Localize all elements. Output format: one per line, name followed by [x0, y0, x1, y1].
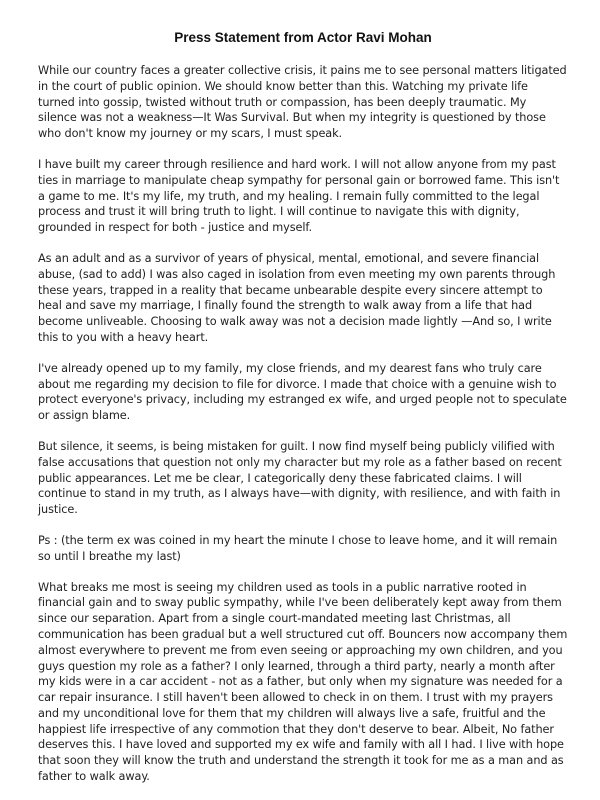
postscript-paragraph: Ps : (the term ex was coined in my heart the minute I chose to leave home, and it will remain so until I breathe my last) — [38, 533, 558, 563]
paragraph-2: I have built my career through resilience and hard work. I will not allow anyone from my past ties in marriage to manipulate cheap sympathy for personal gain or borrowed fame. This isn't a game to me. It's my life, my truth, and my healing. I remain fully committed to the legal process and trust it will bring truth to light. I will continue to navigate this with dignity, grounded in respect for both - justice and myself. — [38, 157, 560, 235]
paragraph-3: As an adult and as a survivor of years of physical, mental, emotional, and severe financial abuse, (sad to add) I was also caged in isolation from even meeting my own parents through these years, trapped in a reality that became unbearable despite every sincere attempt to heal and save my marriage, I finally found the strength to walk away from a life that had become unliveable. Choosing to walk away was not a decision made lightly —And so, I write this to you with a heavy heart. — [38, 251, 556, 344]
paragraph-7: What breaks me most is seeing my children used as tools in a public narrative rooted in financial gain and to sway public sympathy, while I've been deliberately kept away from them since our separation. Apart from a single court-mandated meeting last Christmas, all communication has been gradual but a well structured cut off. Bouncers now accompany them almost everywhere to prevent me from even seeing or approaching my own children, and you guys question my role as a father? I only learned, through a third party, nearly a month after my kids were in a car accident - not as a father, but only when my signature was needed for a car repair insurance. I still haven't been allowed to check in on them. I trust with my prayers and my unconditional love for them that my children will always live a safe, fruitful and the happiest life irrespective of any commotion that they don't deserve to bear. Albeit, No father deserves this. I have loved and supported my ex wife and family with all I had. I live with hope that soon they will know the truth and understand the strength it took for me as a man and as father to walk away. — [38, 580, 568, 784]
paragraph-5: But silence, it seems, is being mistaken for guilt. I now find myself being publicly vilified with false accusations that question not only my character but my role as a father based on recent public appearances. Let me be clear, I categorically deny these fabricated claims. I will continue to stand in my truth, as I always have—with dignity, with resilience, and with faith in justice. — [38, 439, 562, 517]
paragraph-1: While our country faces a greater collective crisis, it pains me to see personal matters litigated in the court of public opinion. We should know better than this. Watching my private life turned into gossip, twisted without truth or compassion, has been deeply traumatic. My silence was not a weakness—It Was Survival. But when my integrity is questioned by those who don't know my journey or my scars, I must speak. — [38, 64, 567, 141]
press-statement-page — [38, 30, 568, 800]
document-title: Press Statement from Actor Ravi Mohan — [174, 30, 432, 45]
paragraph-4: I've already opened up to my family, my close friends, and my dearest fans who truly care about me regarding my decision to file for divorce. I made that choice with a genuine wish to protect everyone's privacy, including my estranged ex wife, and urged people not to speculate or assign blame. — [38, 361, 567, 423]
